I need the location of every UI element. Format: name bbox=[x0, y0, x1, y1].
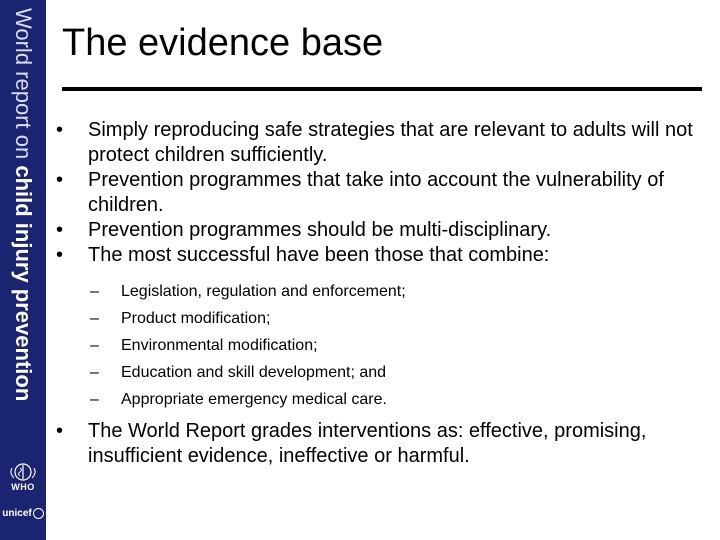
sub-bullet-text: Environmental modification; bbox=[121, 337, 318, 354]
dash-symbol: – bbox=[90, 391, 99, 408]
dash-symbol: – bbox=[90, 364, 99, 381]
sub-bullet-text: Appropriate emergency medical care. bbox=[121, 391, 387, 408]
sidebar-banner bbox=[0, 0, 46, 540]
bullet-text: The World Report grades interventions as: effective, promising, insufficient evidence, ineffective or harmful. bbox=[88, 420, 647, 467]
dash-symbol: – bbox=[90, 283, 99, 300]
title-divider bbox=[62, 87, 702, 91]
sub-bullet-item bbox=[56, 386, 706, 413]
bullet-text: Simply reproducing safe strategies that are relevant to adults will not protect children sufficiently. bbox=[88, 119, 693, 166]
sub-bullet-text: Product modification; bbox=[121, 310, 271, 327]
sub-bullet-item bbox=[56, 278, 706, 305]
bullet-item bbox=[56, 218, 706, 243]
bullet-item bbox=[56, 419, 706, 469]
dash-symbol: – bbox=[90, 337, 99, 354]
slide-title: The evidence base bbox=[62, 22, 384, 64]
bullet-symbol: • bbox=[56, 119, 64, 141]
slide-body bbox=[56, 118, 706, 469]
sub-bullet-list bbox=[56, 278, 706, 413]
sidebar-title-bold: child injury prevention bbox=[11, 165, 36, 402]
bullet-item bbox=[56, 118, 706, 168]
bullet-text: The most successful have been those that combine: bbox=[88, 244, 550, 266]
sub-bullet-text: Education and skill development; and bbox=[121, 364, 387, 381]
dash-symbol: – bbox=[90, 310, 99, 327]
sub-bullet-item bbox=[56, 359, 706, 386]
bullet-item bbox=[56, 243, 706, 268]
sidebar-title-light: World report on bbox=[11, 8, 36, 166]
unicef-globe-icon bbox=[33, 508, 44, 519]
bullet-item bbox=[56, 168, 706, 218]
sub-bullet-item bbox=[56, 332, 706, 359]
bullet-symbol: • bbox=[56, 219, 64, 241]
sub-bullet-item bbox=[56, 305, 706, 332]
who-label: WHO bbox=[11, 482, 35, 492]
bullet-text: Prevention programmes should be multi-disciplinary. bbox=[88, 219, 552, 241]
who-emblem-icon bbox=[6, 462, 40, 498]
bullet-symbol: • bbox=[56, 420, 64, 442]
bullet-text: Prevention programmes that take into account the vulnerability of children. bbox=[88, 169, 664, 216]
sub-bullet-text: Legislation, regulation and enforcement; bbox=[121, 283, 406, 300]
unicef-logo bbox=[0, 508, 46, 519]
unicef-label: unicef bbox=[2, 508, 32, 520]
bullet-symbol: • bbox=[56, 244, 64, 266]
bullet-symbol: • bbox=[56, 169, 64, 191]
